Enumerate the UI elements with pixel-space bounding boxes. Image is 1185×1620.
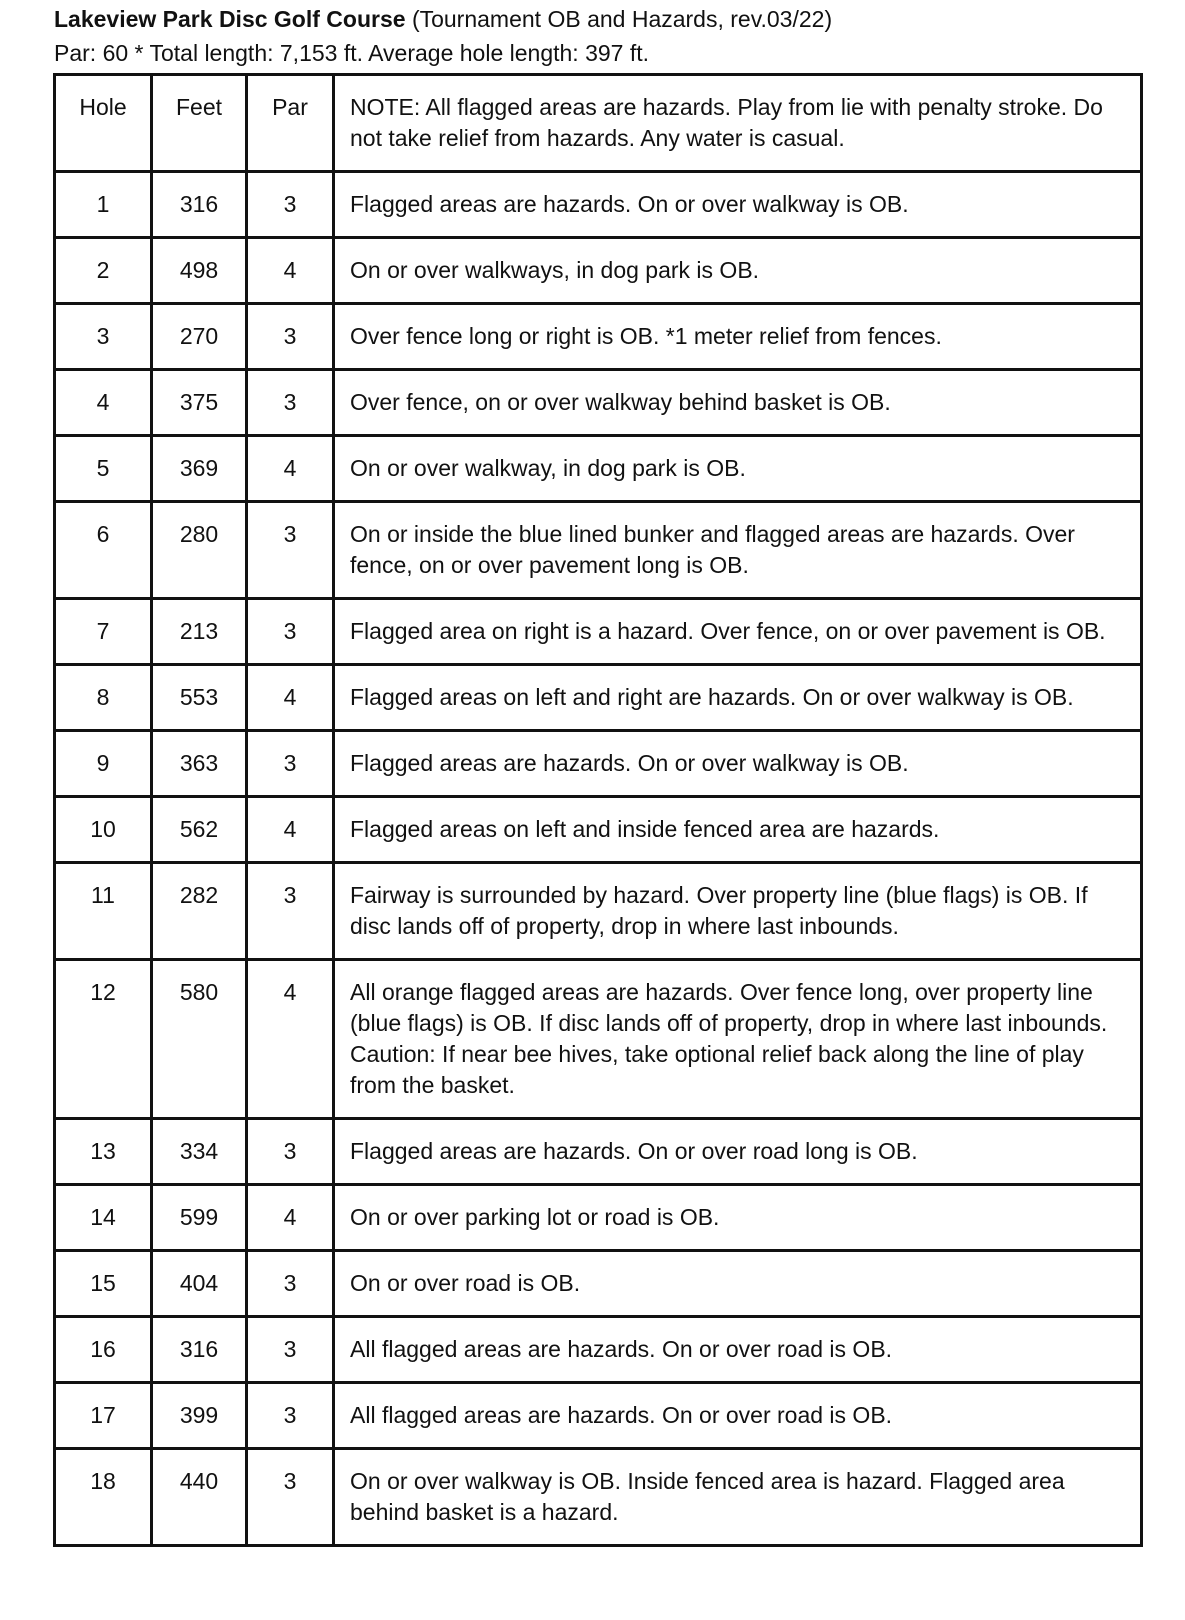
hole-note: On or over parking lot or road is OB.: [334, 1185, 1142, 1251]
document-subtitle: (Tournament OB and Hazards, rev.03/22): [411, 6, 833, 32]
hole-par: 3: [247, 731, 334, 797]
hole-note: Flagged areas on left and right are hazards. On or over walkway is OB.: [334, 665, 1142, 731]
hole-number: 8: [55, 665, 152, 731]
hole-feet: 580: [152, 960, 247, 1119]
course-name: Lakeview Park Disc Golf Course: [54, 6, 406, 32]
hole-note: On or inside the blue lined bunker and flagged areas are hazards. Over fence, on or over pavement long is OB.: [334, 502, 1142, 599]
table-row: [55, 1185, 1142, 1251]
hole-feet: 316: [152, 1317, 247, 1383]
hole-number: 3: [55, 304, 152, 370]
hole-feet: 270: [152, 304, 247, 370]
hole-feet: 363: [152, 731, 247, 797]
table-row: [55, 797, 1142, 863]
hole-par: 3: [247, 304, 334, 370]
hole-par: 3: [247, 1317, 334, 1383]
hole-number: 12: [55, 960, 152, 1119]
hole-par: 3: [247, 1449, 334, 1546]
table-row: [55, 960, 1142, 1119]
hole-number: 16: [55, 1317, 152, 1383]
table-row: [55, 863, 1142, 960]
table-row: [55, 665, 1142, 731]
table-row: [55, 1119, 1142, 1185]
hole-par: 3: [247, 502, 334, 599]
hole-note: All flagged areas are hazards. On or over road is OB.: [334, 1383, 1142, 1449]
hole-par: 4: [247, 960, 334, 1119]
table-row: [55, 304, 1142, 370]
hole-number: 15: [55, 1251, 152, 1317]
hole-note: On or over walkway, in dog park is OB.: [334, 436, 1142, 502]
hole-par: 3: [247, 172, 334, 238]
column-header-note: NOTE: All flagged areas are hazards. Play from lie with penalty stroke. Do not take relief from hazards. Any water is casual.: [334, 75, 1142, 172]
hole-feet: 440: [152, 1449, 247, 1546]
hole-note: Flagged areas are hazards. On or over road long is OB.: [334, 1119, 1142, 1185]
hole-note: All flagged areas are hazards. On or over road is OB.: [334, 1317, 1142, 1383]
document-title: [54, 4, 832, 34]
hole-feet: 369: [152, 436, 247, 502]
hole-feet: 562: [152, 797, 247, 863]
column-header-par: Par: [247, 75, 334, 172]
hole-note: On or over walkways, in dog park is OB.: [334, 238, 1142, 304]
hole-note: Flagged areas are hazards. On or over walkway is OB.: [334, 172, 1142, 238]
hole-feet: 553: [152, 665, 247, 731]
hole-number: 14: [55, 1185, 152, 1251]
table-row: [55, 731, 1142, 797]
hole-feet: 334: [152, 1119, 247, 1185]
hole-note: All orange flagged areas are hazards. Over fence long, over property line (blue flags) is OB. If disc lands off of property, drop in where last inbounds. Caution: If near bee hives, take optional relief back along the line of play from the basket.: [334, 960, 1142, 1119]
hole-note: Flagged area on right is a hazard. Over fence, on or over pavement is OB.: [334, 599, 1142, 665]
hole-feet: 375: [152, 370, 247, 436]
hole-par: 4: [247, 665, 334, 731]
hole-note: Flagged areas on left and inside fenced area are hazards.: [334, 797, 1142, 863]
column-header-feet: Feet: [152, 75, 247, 172]
hole-number: 5: [55, 436, 152, 502]
hole-number: 11: [55, 863, 152, 960]
hole-feet: 282: [152, 863, 247, 960]
hole-number: 13: [55, 1119, 152, 1185]
hole-feet: 316: [152, 172, 247, 238]
hole-feet: 404: [152, 1251, 247, 1317]
hole-par: 4: [247, 436, 334, 502]
hole-par: 4: [247, 797, 334, 863]
hole-par: 3: [247, 863, 334, 960]
hole-par: 4: [247, 1185, 334, 1251]
table-row: [55, 172, 1142, 238]
hole-note: Over fence long or right is OB. *1 meter relief from fences.: [334, 304, 1142, 370]
column-header-hole: Hole: [55, 75, 152, 172]
table-row: [55, 1383, 1142, 1449]
hole-number: 1: [55, 172, 152, 238]
hole-note: On or over road is OB.: [334, 1251, 1142, 1317]
table-row: [55, 599, 1142, 665]
hole-feet: 399: [152, 1383, 247, 1449]
table-row: [55, 1251, 1142, 1317]
hole-feet: 213: [152, 599, 247, 665]
hole-par: 3: [247, 1119, 334, 1185]
hole-par: 3: [247, 1251, 334, 1317]
hole-par: 3: [247, 1383, 334, 1449]
hole-note: Over fence, on or over walkway behind basket is OB.: [334, 370, 1142, 436]
hole-number: 4: [55, 370, 152, 436]
hole-feet: 280: [152, 502, 247, 599]
hole-rules-table: [53, 73, 1143, 1547]
hole-feet: 599: [152, 1185, 247, 1251]
table-header-row: [55, 75, 1142, 172]
hole-number: 2: [55, 238, 152, 304]
hole-feet: 498: [152, 238, 247, 304]
hole-number: 7: [55, 599, 152, 665]
table-row: [55, 1317, 1142, 1383]
table-row: [55, 238, 1142, 304]
hole-note: Flagged areas are hazards. On or over walkway is OB.: [334, 731, 1142, 797]
hole-number: 18: [55, 1449, 152, 1546]
course-summary: Par: 60 * Total length: 7,153 ft. Average hole length: 397 ft.: [54, 40, 650, 66]
hole-par: 4: [247, 238, 334, 304]
hole-number: 10: [55, 797, 152, 863]
hole-par: 3: [247, 599, 334, 665]
hole-par: 3: [247, 370, 334, 436]
hole-number: 9: [55, 731, 152, 797]
hole-number: 6: [55, 502, 152, 599]
table-row: [55, 370, 1142, 436]
hole-note: On or over walkway is OB. Inside fenced area is hazard. Flagged area behind basket is a hazard.: [334, 1449, 1142, 1546]
hole-number: 17: [55, 1383, 152, 1449]
table-row: [55, 436, 1142, 502]
hole-note: Fairway is surrounded by hazard. Over property line (blue flags) is OB. If disc lands off of property, drop in where last inbounds.: [334, 863, 1142, 960]
table-row: [55, 502, 1142, 599]
table-row: [55, 1449, 1142, 1546]
